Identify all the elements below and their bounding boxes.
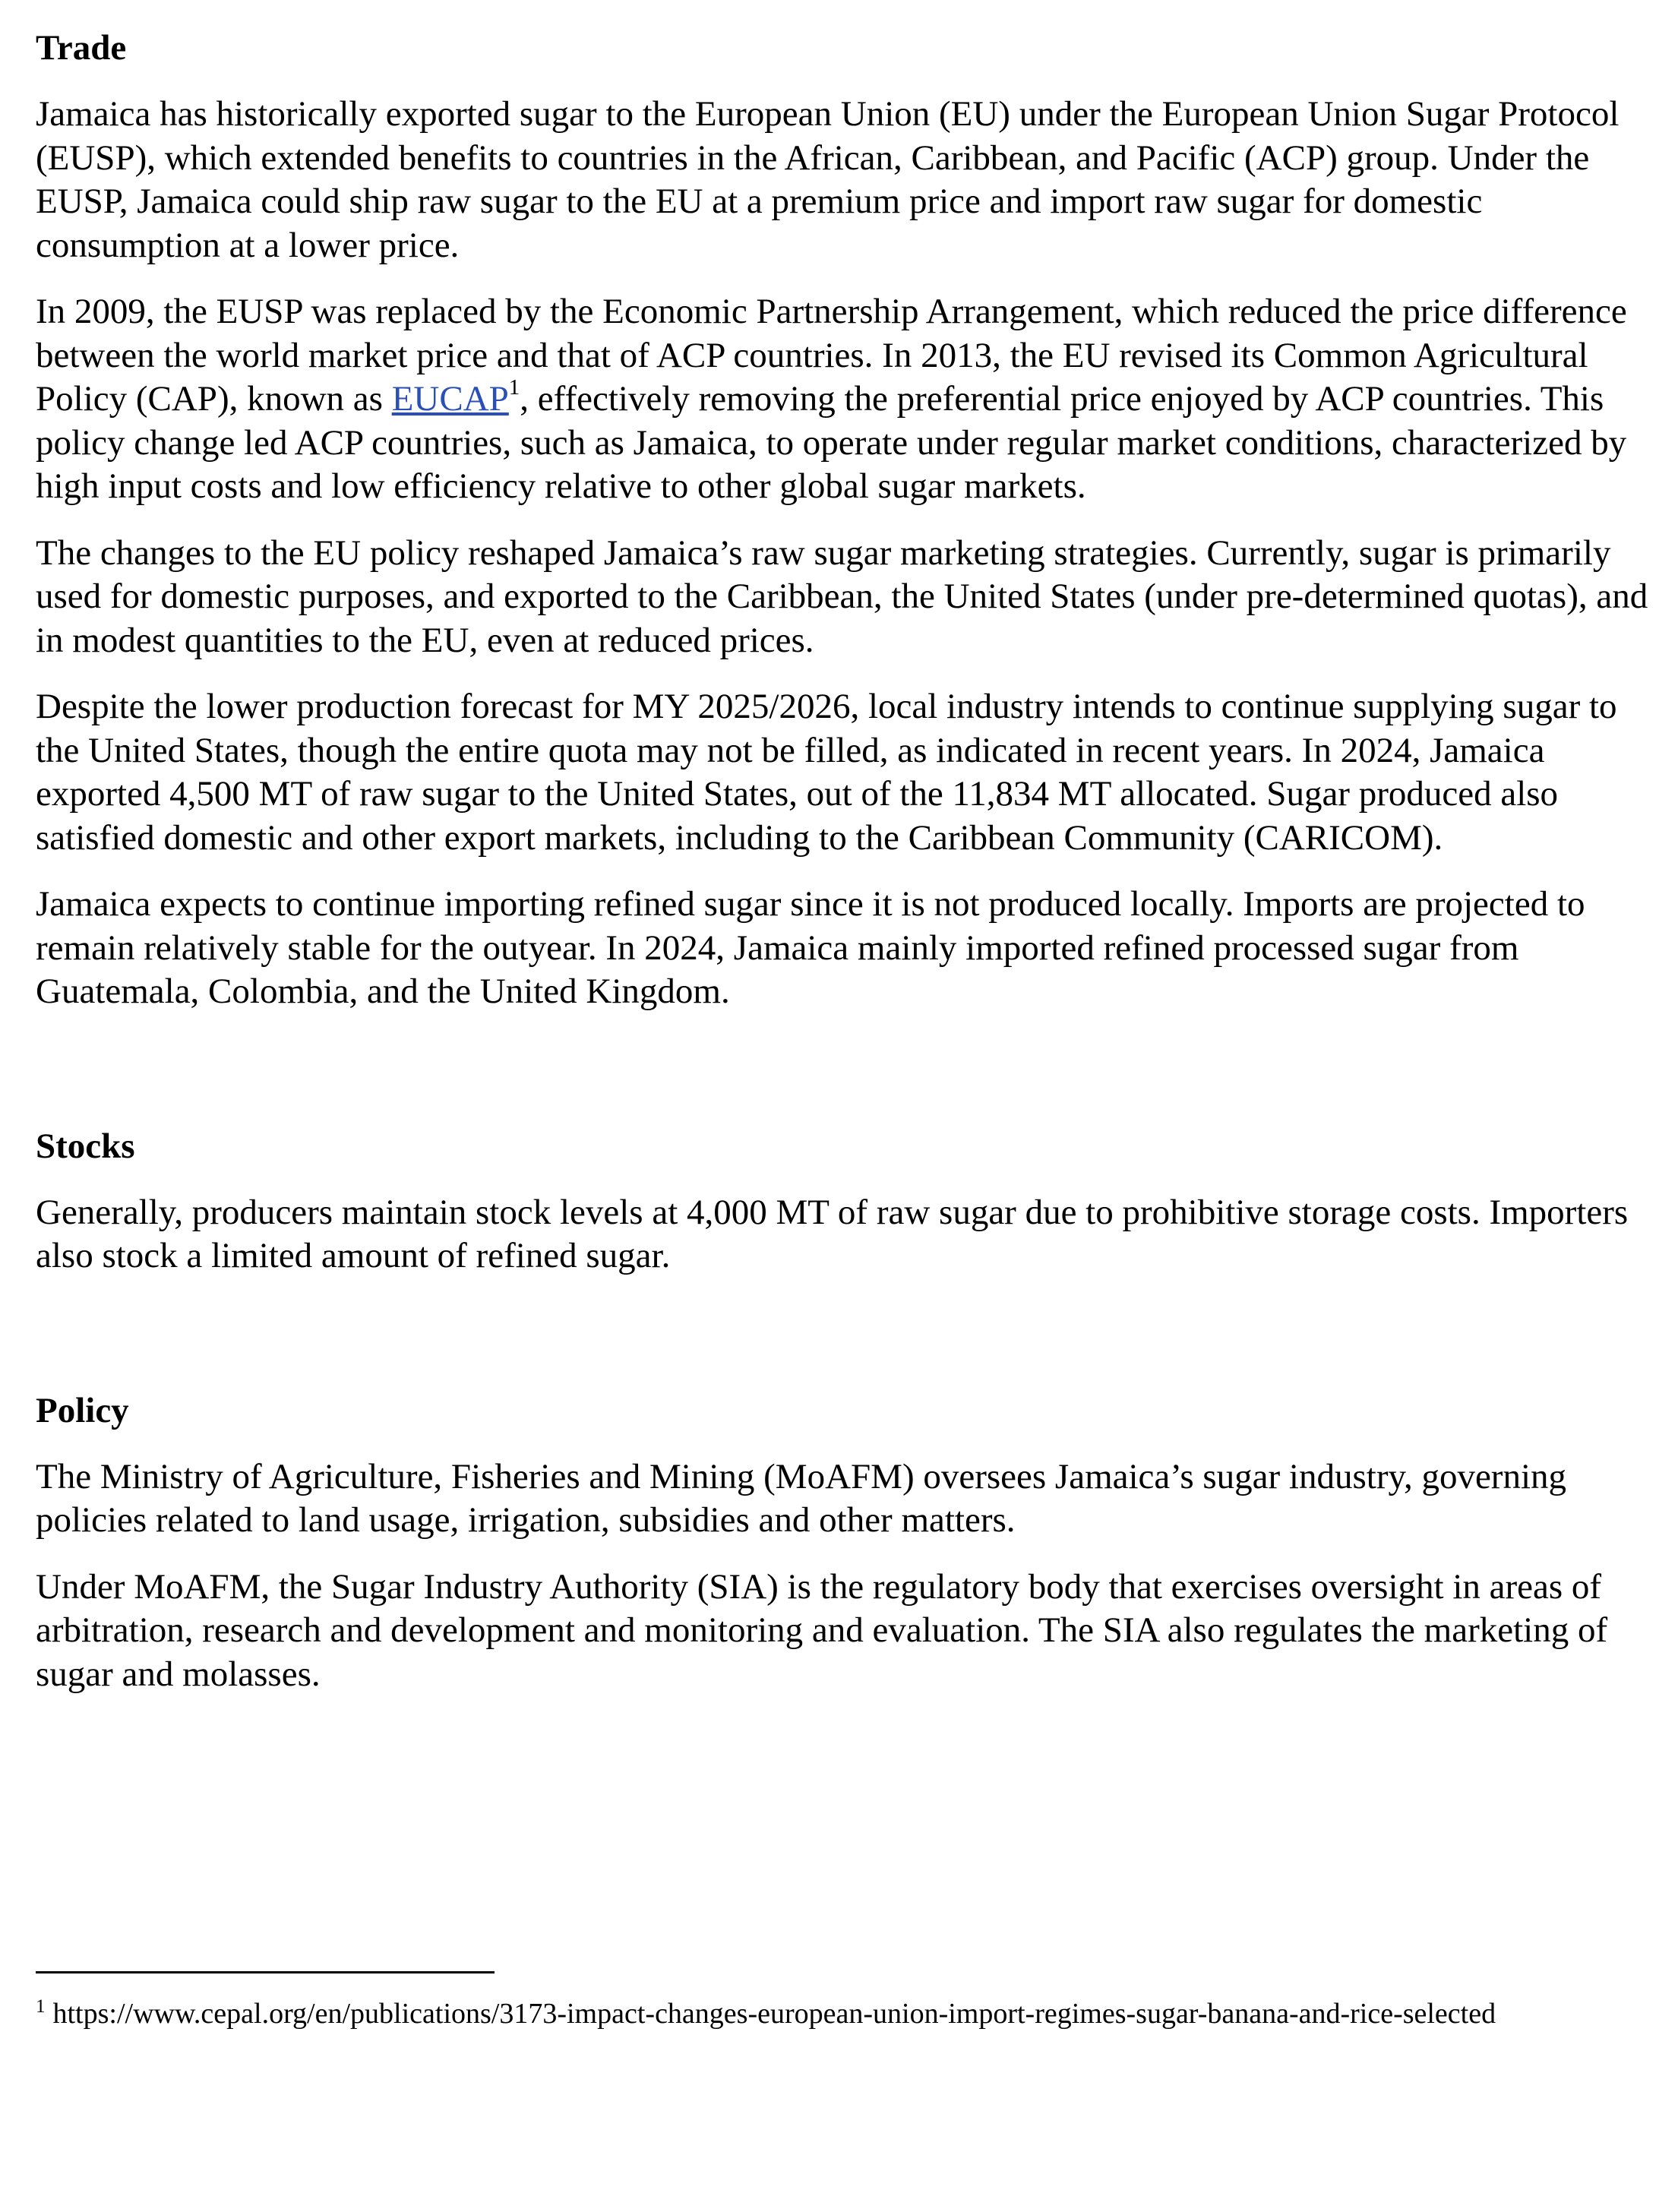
trade-heading: Trade (36, 28, 127, 68)
trade-paragraph-2-text-start: In 2009, the EUSP was replaced by the Economic Partnership Arrangement, which reduced the price difference between the world market price and that of ACP countries. In 2013, the EU revised its Common Agricultural Policy (CAP), known as (36, 292, 1627, 419)
trade-paragraph-3: The changes to the EU policy reshaped Jamaica’s raw sugar marketing strategies. Currently, sugar is primarily used for domestic purposes, and exported to the Caribbean, the United States (under pre-determined quotas), and in modest quantities to the EU, even at reduced prices. (36, 532, 1648, 660)
trade-paragraph-1: Jamaica has historically exported sugar to the European Union (EU) under the European Union Sugar Protocol (EUSP), which extended benefits to countries in the African, Caribbean, and Pacific (ACP) group. Under the EUSP, Jamaica could ship raw sugar to the EU at a premium price and import raw sugar for domestic consumption at a lower price. (36, 94, 1620, 265)
policy-paragraph-2: Under MoAFM, the Sugar Industry Authority (SIA) is the regulatory body that exercises oversight in areas of arbitration, research and development and monitoring and evaluation. The SIA also regulates the marketing of sugar and molasses. (36, 1566, 1608, 1694)
footnote-number: 1 (36, 1996, 46, 2018)
trade-paragraph-2-text-end: , effectively removing the preferential price enjoyed by ACP countries. This policy change led ACP countries, such as Jamaica, to operate under regular market conditions, characterized by high input costs and low efficiency relative to other global sugar markets. (36, 379, 1627, 506)
trade-paragraph-2 (36, 290, 1654, 509)
document-body (36, 26, 1654, 1696)
policy-paragraph-1: The Ministry of Agriculture, Fisheries and Mining (MoAFM) oversees Jamaica’s sugar industry, governing policies related to land usage, irrigation, subsidies and other matters. (36, 1456, 1567, 1540)
stocks-heading: Stocks (36, 1126, 135, 1166)
policy-heading: Policy (36, 1390, 129, 1430)
footnote (36, 1996, 1654, 2031)
footnote-url[interactable]: https://www.cepal.org/en/publications/3173-impact-changes-european-union-import-regimes-sugar-banana-and-rice-selected (52, 1998, 1496, 2030)
stocks-paragraph-1: Generally, producers maintain stock levels at 4,000 MT of raw sugar due to prohibitive storage costs. Importers also stock a limited amount of refined sugar. (36, 1192, 1629, 1275)
eucap-link[interactable]: EUCAP (391, 379, 509, 419)
footnote-reference[interactable]: 1 (508, 375, 520, 400)
footnote-separator (36, 1971, 495, 1973)
trade-paragraph-5: Jamaica expects to continue importing refined sugar since it is not produced locally. Imports are projected to remain relatively stable for the outyear. In 2024, Jamaica mainly imported refined processed sugar from Guatemala, Colombia, and the United Kingdom. (36, 884, 1585, 1011)
trade-paragraph-4: Despite the lower production forecast for MY 2025/2026, local industry intends to continue supplying sugar to the United States, though the entire quota may not be filled, as indicated in recent years. In 2024, Jamaica exported 4,500 MT of raw sugar to the United States, out of the 11,834 MT allocated. Sugar produced also satisfied domestic and other export markets, including to the Caribbean Community (CARICOM). (36, 687, 1617, 858)
